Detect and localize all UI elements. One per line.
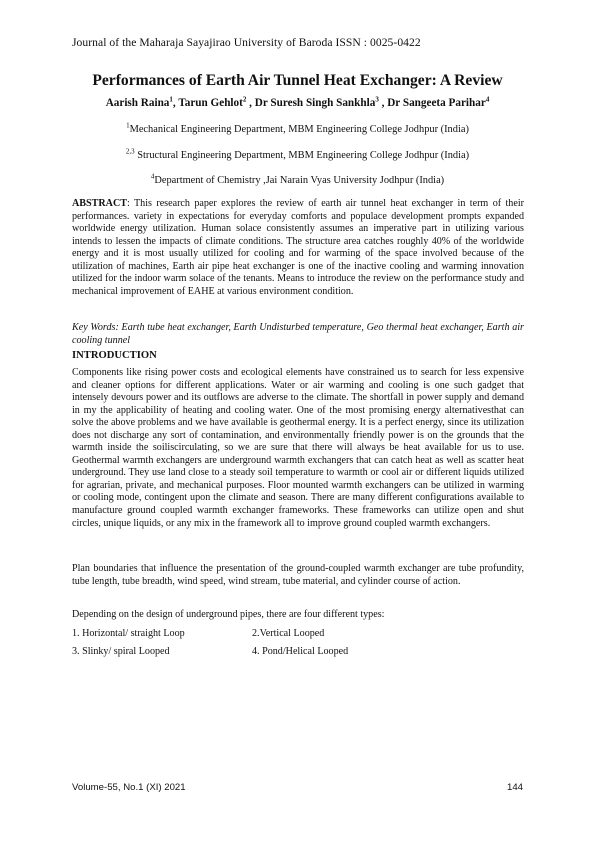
author-sup: 3: [375, 95, 379, 104]
author-sup: 2: [242, 95, 247, 104]
paragraph-text: Plan boundaries that influence the presentation of the ground-coupled warmth exchanger are tube profundity, tube length, tube breadth, wind speed, wind stream, tube material, and cylinder course of action.: [72, 563, 524, 587]
affiliation-text: Department of Chemistry ,Jai Narain Vyas University Jodhpur (India): [154, 175, 445, 186]
author-sep: ,: [172, 97, 179, 109]
list-item-left: 3. Slinky/ spiral Looped: [72, 646, 170, 657]
author-name: Aarish Raina: [105, 97, 170, 109]
introduction-paragraph-2: [72, 563, 524, 588]
author-sep: ,: [378, 97, 388, 109]
introduction-paragraph-3: [72, 609, 524, 622]
footer-page-number: 144: [506, 782, 523, 793]
author-name: Dr Sangeeta Parihar: [387, 97, 486, 109]
list-item: [72, 628, 324, 639]
keywords: Key Words: Earth tube heat exchanger, Earth Undisturbed temperature, Geo thermal heat exchanger, Earth air cooling tunnel: [72, 322, 524, 346]
affiliation-2: [0, 147, 595, 161]
affiliation-sup: 4: [150, 172, 155, 181]
introduction-paragraph-1: [72, 367, 524, 530]
author-name: Tarun Gehlot: [178, 97, 243, 109]
affiliation-sup: 2,3: [125, 147, 135, 156]
author-sep: ,: [246, 97, 255, 109]
list-item-left: 1. Horizontal/ straight Loop: [72, 628, 185, 639]
author-sup: 4: [485, 95, 490, 104]
section-heading-introduction: INTRODUCTION: [72, 350, 157, 361]
abstract: [72, 198, 524, 298]
abstract-label: ABSTRACT: [72, 198, 127, 209]
abstract-text: : This research paper explores the review of earth air tunnel heat exchanger in term of their performances. variety in expectations for everyday comforts and populace development prompts expanded worldwide energy utilization. Human solace consistently assumes an imperative part in utilizing various intends to lessen the impacts of climate conditions. The structure area catches roughly 40% of the worldwide energy and it is most usually utilized for cooling and for warming of the space involved because of the utilization of machines, Earth air pipe heat exchanger is one of the inactive cooling and warming innovation utilized for the indoor warm solace of the tenants. Means to introduce the review on the performance study and mechanical improvement of EAHE at various environment condition.: [72, 198, 524, 297]
list-item-right: 2.Vertical Looped: [252, 628, 325, 639]
list-item-right: 4. Pond/Helical Looped: [252, 646, 349, 657]
affiliation-1: [0, 121, 595, 135]
affiliation-text: Mechanical Engineering Department, MBM Engineering College Jodhpur (India): [129, 124, 469, 135]
author-line: [0, 97, 595, 109]
author-sup: 1: [169, 95, 173, 104]
journal-header: Journal of the Maharaja Sayajirao University of Baroda ISSN : 0025-0422: [72, 36, 421, 49]
affiliation-3: [0, 172, 595, 186]
list-item: [72, 646, 348, 657]
paper-title: Performances of Earth Air Tunnel Heat Exchanger: A Review: [92, 72, 503, 89]
affiliation-sup: 1: [126, 121, 130, 130]
affiliation-text: Structural Engineering Department, MBM Engineering College Jodhpur (India): [134, 150, 470, 161]
paragraph-text: Components like rising power costs and ecological elements have constrained us to search for less expensive and cleaner options for different applications. Water or air warming and cooling is one such gadget that intensely devours power and its outflows are adverse to the climate. The shortfall in power supply and demand in my the applicability of heating and cooling water. One of the most promising energy alternativesthat can solve the above problems and we have available is geothermal energy. It is a perfect energy, since its utilization does not discharge any sort of contamination, and environmentally friendly power is on the grounds that the warmth inside the soiliscirculating, so we are sure that there will always be heat available for us to use. Geothermal warmth exchangers are underground warmth exchangers that can catch heat as well as scatter heat underground. They use land close to a steady soil temperature to warmth or cool air or different liquids utilized for agrarian, private, and mechanical purposes. Floor mounted warmth exchangers can be utilized in warming or cooling mode, contingent upon the climate and season. There are many different configurations available to manufacture ground coupled warmth exchanger frameworks. These frameworks can utilize open and shut circles, unique liquids, or any mix in the framework all to improve ground coupled warmth exchangers.: [72, 367, 524, 529]
footer-volume: Volume-55, No.1 (XI) 2021: [72, 782, 186, 793]
author-name: Dr Suresh Singh Sankhla: [254, 97, 376, 109]
paragraph-text: Depending on the design of underground pipes, there are four different types:: [72, 609, 385, 620]
